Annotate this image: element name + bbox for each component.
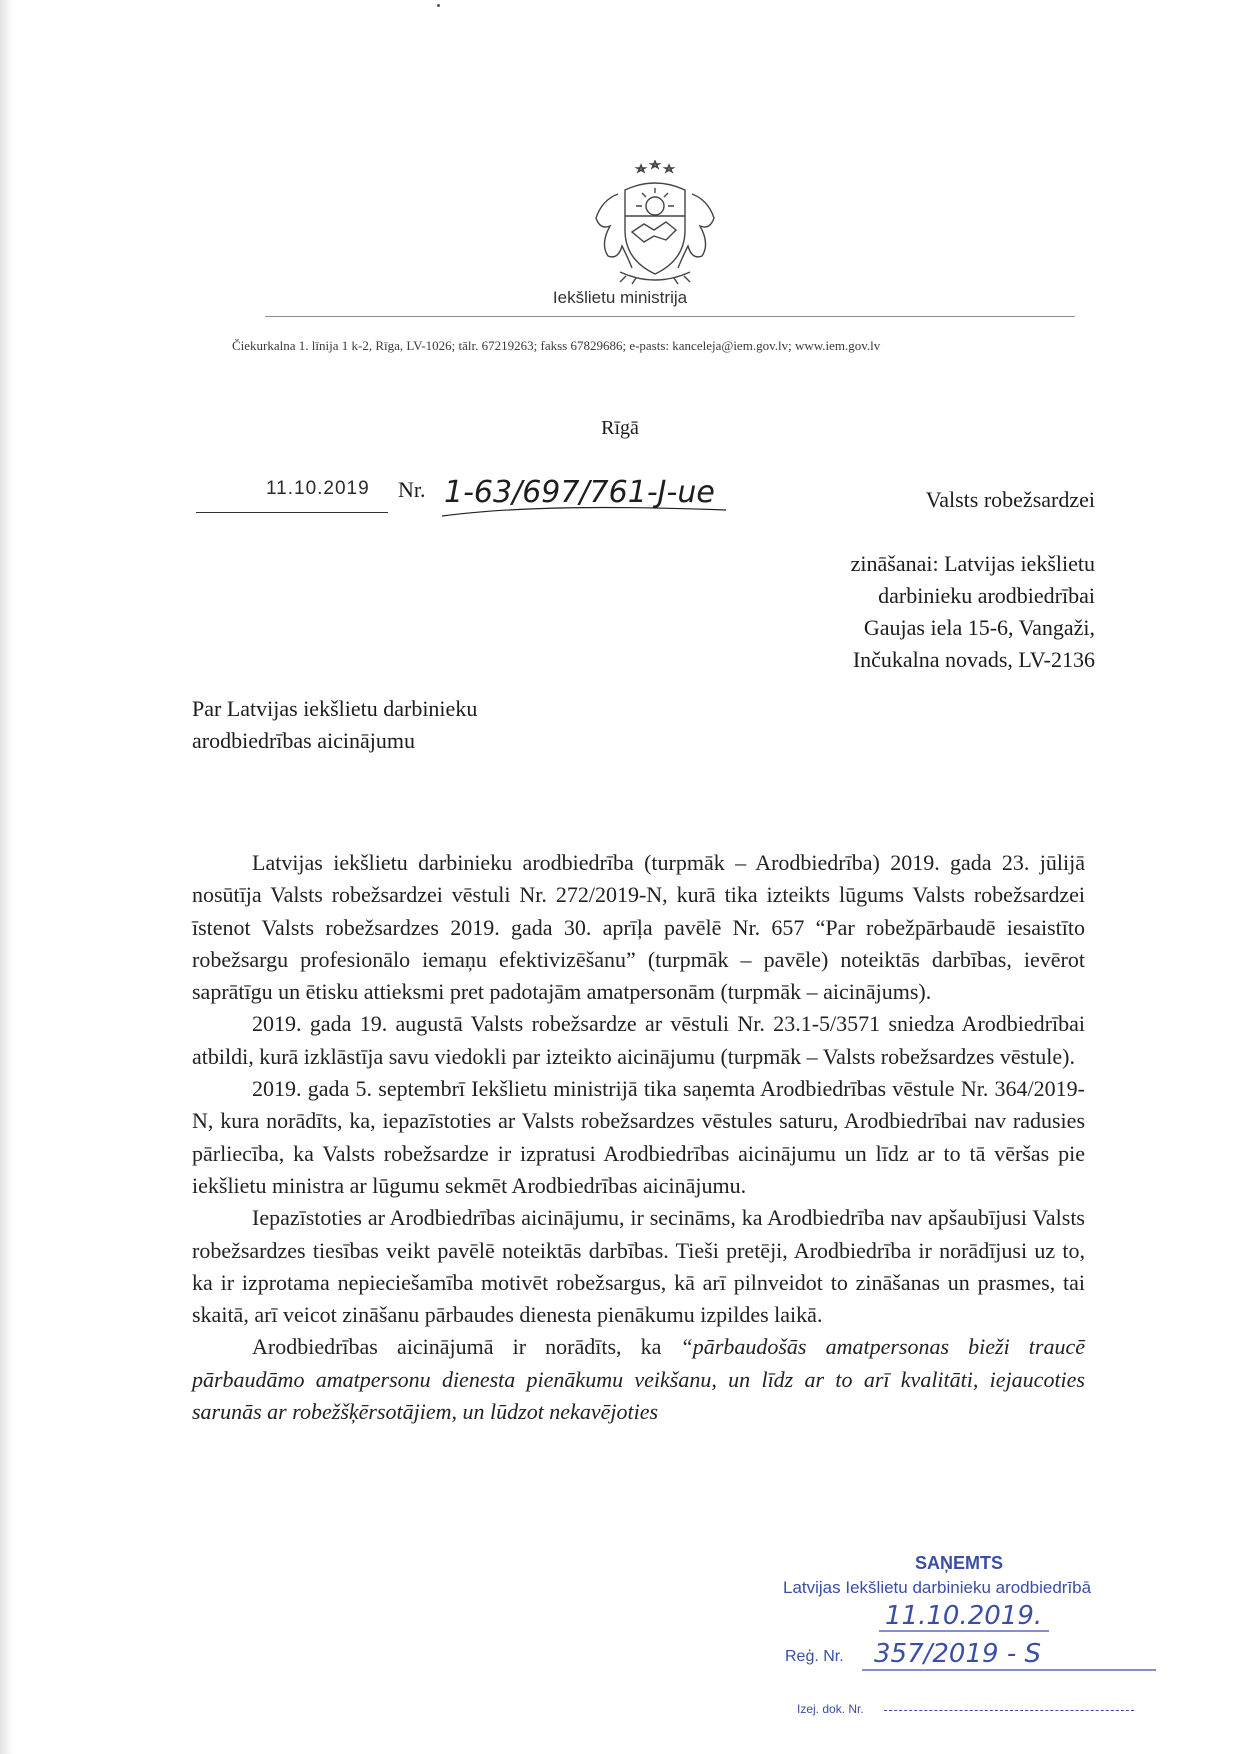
- recipient-line-2: zināšanai: Latvijas iekšlietu: [850, 551, 1095, 576]
- stamp-outgoing-doc-label: Izej. dok. Nr.: [797, 1702, 864, 1716]
- letter-body: [192, 847, 1085, 1428]
- scan-speck: [437, 4, 440, 7]
- quote-intro: Arodbiedrības aicinājumā ir norādīts, ka: [252, 1334, 681, 1360]
- stamp-title: SAŅEMTS: [915, 1553, 1004, 1573]
- stamp-reg-label: Reģ. Nr.: [785, 1648, 844, 1665]
- stamp-date-text: 11.10.2019.: [885, 1601, 1043, 1631]
- recipient-line-5: Inčukalna novads, LV-2136: [852, 647, 1095, 672]
- letterhead-rule: [265, 316, 1075, 317]
- ministry-address: Čiekurkalna 1. līnija 1 k-2, Rīga, LV-1026; tālr. 67219263; fakss 67829686; e-pasts: kanceleja@iem.gov.lv; www.iem.gov.lv: [232, 338, 881, 353]
- emblem-lower-field: [632, 222, 676, 242]
- body-paragraph: Latvijas iekšlietu darbinieku arodbiedrība (turpmāk – Arodbiedrība) 2019. gada 23. jūlijā nosūtīja Valsts robežsardzei vēstuli Nr. 272/2019-N, kurā tika izteikts lūgums Valsts robežsardzei īstenot Valsts robežsardzes 2019. gada 30. aprīļa pavēlē Nr. 657 “Par robežpārbaudē iesaistīto robežsargu profesionālo iemaņu efektivizēšanu” (turpmāk – pavēle) noteiktās darbības, ievērot saprātīgu un ētisku attieksmi pret padotajām amatpersonām (turpmāk – aicinājums).: [192, 850, 1085, 1005]
- number-label: Nr.: [398, 477, 426, 502]
- scan-edge-shadow: [0, 0, 14, 1754]
- emblem-sun: [646, 197, 664, 215]
- place-of-issue: Rīgā: [601, 417, 639, 439]
- subject-line-2: arodbiedrības aicinājumu: [192, 728, 415, 753]
- stamp-outgoing-doc-line: [884, 1710, 1134, 1711]
- emblem-stars: [637, 161, 673, 172]
- emblem-oak-branches: [620, 272, 690, 280]
- recipient-line-1: Valsts robežsardzei: [925, 487, 1095, 512]
- subject-line-1: Par Latvijas iekšlietu darbinieku: [192, 696, 478, 721]
- body-paragraph-quote: [192, 1331, 1085, 1428]
- body-paragraph: Iepazīstoties ar Arodbiedrības aicinājumu, ir secināms, ka Arodbiedrība nav apšaubījusi Valsts robežsardzes tiesības veikt pavēlē noteiktās darbības. Tieši pretēji, Arodbiedrība ir norādījusi uz to, ka ir izprotama nepieciešamība motivēt robežsargus, kā arī pilnveidot to zināšanas un prasmes, tai skaitā, arī veicot zināšanu pārbaudes dienesta pienākumu izpildes laikā.: [192, 1205, 1085, 1328]
- stamp-organization: Latvijas Iekšlietu darbinieku arodbiedrībā: [783, 1578, 1092, 1597]
- body-paragraph: 2019. gada 19. augustā Valsts robežsardze ar vēstuli Nr. 23.1-5/3571 sniedza Arodbiedrībai atbildi, kurā izklāstīja savu viedokli par izteikto aicinājumu (turpmāk – Valsts robežsardzes vēstule).: [192, 1011, 1085, 1069]
- body-paragraph: 2019. gada 5. septembrī Iekšlietu ministrijā tika saņemta Arodbiedrības vēstule Nr. 364/2019-N, kura norādīts, ka, iepazīstoties ar Valsts robežsardzes vēstules saturu, Arodbiedrībai nav radusies pārliecība, ka Valsts robežsardze ir izpratusi Arodbiedrības aicinājumu un līdz ar to tā vēršas pie iekšlietu ministra ar lūgumu sekmēt Arodbiedrības aicinājumu.: [192, 1076, 1085, 1198]
- letter-subject: [192, 693, 477, 757]
- coat-of-arms-icon: [580, 160, 730, 286]
- document-date: 11.10.2019: [266, 478, 370, 499]
- recipient-line-3: darbinieku arodbiedrībai: [878, 583, 1095, 608]
- ministry-name: Iekšlietu ministrija: [552, 288, 688, 307]
- recipient-line-4: Gaujas iela 15-6, Vangaži,: [863, 615, 1095, 640]
- emblem-griffin: [678, 194, 714, 268]
- stamp-handwritten-reg-number: [860, 1628, 1160, 1674]
- emblem-lion: [596, 194, 632, 268]
- quoted-text: “pārbaudošās amatpersonas bieži traucē pārbaudāmo amatpersonu dienesta pienākumu veikšanu, un līdz ar to arī kvalitāti, iejaucoties sarunās ar robežšķērsotājiem, un lūdzot nekavējoties: [192, 1334, 1085, 1425]
- reg-number-text: 1-63/697/761-J-ue: [444, 475, 715, 510]
- stamp-reg-text: 357/2019 - S: [874, 1639, 1041, 1669]
